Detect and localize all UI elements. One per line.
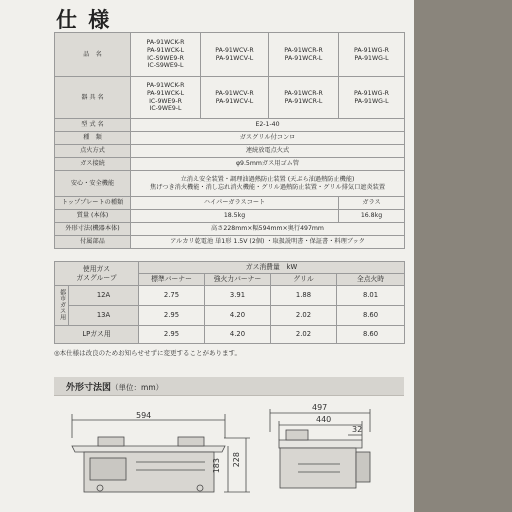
city-gas-label: 都市ガス用	[55, 286, 69, 326]
ignition-value: 連続放電点火式	[131, 145, 405, 158]
spec-row-top-plate: トッププレートの種類 ハイパーガラスコート ガラス	[55, 197, 405, 210]
dimensions-value: 高さ228mm×幅594mm×奥行497mm	[131, 223, 405, 236]
label-product-name: 品 名	[55, 33, 131, 77]
col-standard-burner: 標準バーナー	[139, 274, 205, 286]
side-top-plate	[279, 440, 362, 448]
front-top-plate	[72, 446, 225, 452]
page-title: 仕 様	[56, 8, 112, 32]
dim-label-440: 440	[316, 415, 332, 424]
spec-note: ◎本仕様は改良のためお知らせせずに変更することがあります。	[54, 349, 241, 357]
side-knob	[356, 452, 370, 482]
appliance-col3: PA-91WCR-R PA-91WCR-L	[269, 77, 339, 119]
spec-row-gas-connection: ガス接続 φ9.5mmガス用ゴム管	[55, 158, 405, 171]
accessories-value: アルカリ乾電池 単1形 1.5V (2個) ・取扱説明書・保証書・料理ブック	[131, 236, 405, 249]
outline-title: 外形寸法図	[66, 383, 112, 393]
gas-connection-value: φ9.5mmガス用ゴム管	[131, 158, 405, 171]
mass-a: 18.5kg	[131, 210, 339, 223]
col-grill: グリル	[271, 274, 337, 286]
dim-label-32: 32	[352, 425, 363, 434]
spec-row-mass: 質量 (本体) 18.5kg 16.8kg	[55, 210, 405, 223]
appliance-col2: PA-91WCV-R PA-91WCV-L	[201, 77, 269, 119]
outline-unit: （単位：mm）	[111, 383, 164, 392]
used-gas-header: 使用ガス ガスグループ	[55, 262, 139, 286]
gas-row-12a: 都市ガス用 12A 2.75 3.91 1.88 8.01	[55, 286, 405, 306]
side-body	[280, 448, 356, 488]
col-strong-burner: 強火力バーナー	[205, 274, 271, 286]
spec-row-model-type: 型 式 名 E2-1-40	[55, 119, 405, 132]
grill-window	[90, 458, 126, 480]
label-appliance-name: 器 具 名	[55, 77, 131, 119]
kind-value: ガスグリル付コンロ	[131, 132, 405, 145]
dim-label-594: 594	[136, 411, 152, 420]
appliance-col4: PA-91WG-R PA-91WG-L	[339, 77, 405, 119]
spec-row-kind: 種 類 ガスグリル付コンロ	[55, 132, 405, 145]
gas-row-13a: 13A 2.95 4.20 2.02 8.60	[55, 306, 405, 326]
spec-row-accessories: 付属部品 アルカリ乾電池 単1形 1.5V (2個) ・取扱説明書・保証書・料理ブック	[55, 236, 405, 249]
spec-row-dimensions: 外形寸法(機器本体) 高さ228mm×幅594mm×奥行497mm	[55, 223, 405, 236]
side-trivet	[286, 430, 308, 440]
product-col1: PA-91WCK-R PA-91WCK-L IC-S9WE9-R IC-S9WE9-L	[131, 33, 201, 77]
left-trivet	[98, 437, 124, 446]
dim-label-183: 183	[212, 458, 221, 474]
gas-row-lp: LPガス用 2.95 4.20 2.02 8.60	[55, 326, 405, 344]
consumption-header: ガス消費量 kW	[139, 262, 405, 274]
top-plate-a: ハイパーガラスコート	[131, 197, 339, 210]
dim-label-228: 228	[232, 452, 241, 468]
appliance-col1: PA-91WCK-R PA-91WCK-L IC-9WE9-R IC-9WE9-L	[131, 77, 201, 119]
dim-label-497: 497	[312, 403, 328, 412]
product-col2: PA-91WCV-R PA-91WCV-L	[201, 33, 269, 77]
safety-value: 立消え安全装置・調理油過熱防止装置 (天ぷら油過熱防止機能) 焦げつき消火機能・消し忘れ消火機能・グリル過熱防止装置・グリル排気口遮炎装置	[131, 171, 405, 197]
col-all-lit: 全点火時	[337, 274, 405, 286]
spec-row-ignition: 点火方式 連続放電点火式	[55, 145, 405, 158]
right-trivet	[178, 437, 204, 446]
mass-b: 16.8kg	[339, 210, 405, 223]
top-plate-b: ガラス	[339, 197, 405, 210]
spec-row-safety: 安心・安全機能 立消え安全装置・調理油過熱防止装置 (天ぷら油過熱防止機能) 焦げつき消火機能・消し忘れ消火機能・グリル過熱防止装置・グリル排気口遮炎装置	[55, 171, 405, 197]
product-col3: PA-91WCR-R PA-91WCR-L	[269, 33, 339, 77]
product-col4: PA-91WG-R PA-91WG-L	[339, 33, 405, 77]
model-type-value: E2-1-40	[131, 119, 405, 132]
